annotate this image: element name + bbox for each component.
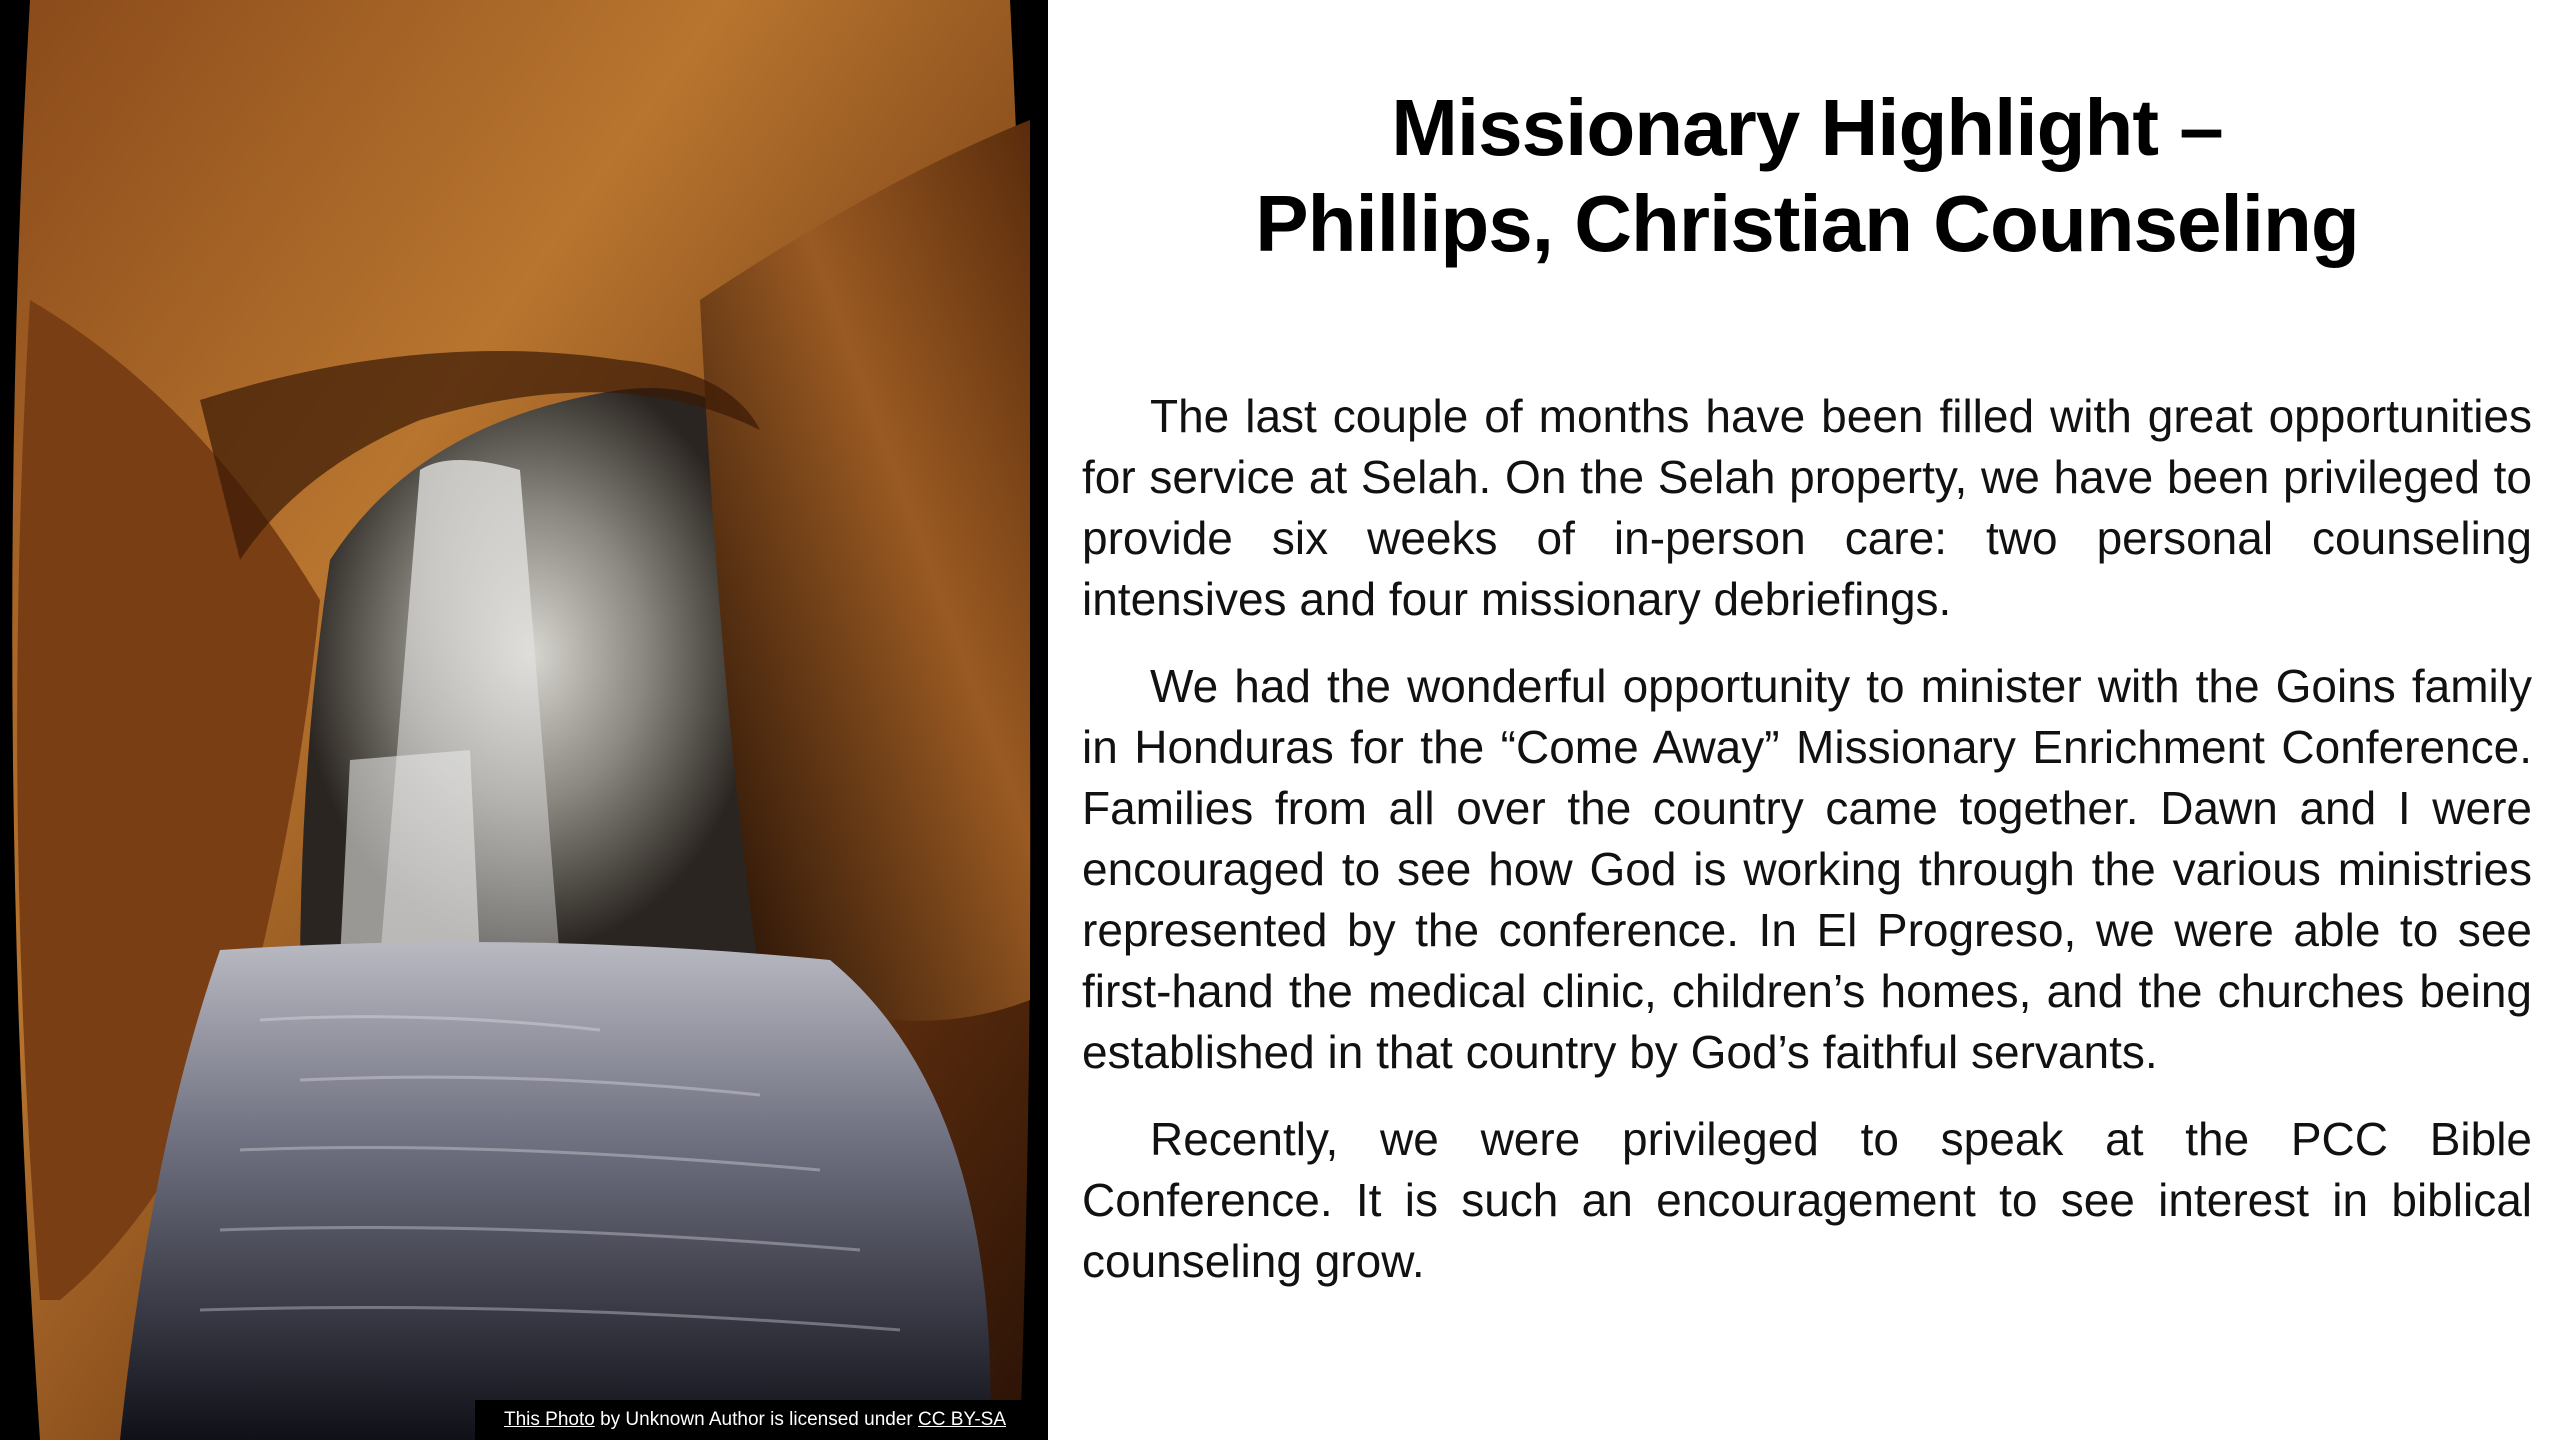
title-line-2: Phillips, Christian Counseling: [1255, 179, 2359, 268]
photo-credit-text: by Unknown Author is licensed under: [594, 1409, 918, 1430]
paragraph-honduras-conference: We had the wonderful opportunity to minister with the Goins family in Honduras for the “Come Away” Missionary Enrichment Conference. Families from all over the country came together. Dawn and I were encouraged to see how God is working through the various ministries represented by the conference. In El Progreso, we were able to see first-hand the medical clinic, children’s homes, and the churches being established in that country by God’s faithful servants.: [1082, 660, 2532, 1078]
page-title: [1082, 80, 2532, 272]
title-line-1: Missionary Highlight –: [1391, 83, 2223, 172]
photo-credit-link[interactable]: This Photo: [503, 1409, 595, 1430]
article: [1082, 60, 2532, 1292]
photo-credit: [475, 1400, 1035, 1440]
paragraph-pcc-bible-conference: Recently, we were privileged to speak at the PCC Bible Conference. It is such an encouragement to see interest in biblical counseling grow.: [1082, 1113, 2532, 1287]
cave-waterfall-photo: [0, 0, 1048, 1440]
license-link[interactable]: CC BY-SA: [918, 1409, 1006, 1430]
cave-waterfall-image: [0, 0, 1048, 1440]
paragraph-service-at-selah: The last couple of months have been filled with great opportunities for service at Selah. On the Selah property, we have been privileged to provide six weeks of in-person care: two personal counseling intensives and four missionary debriefings.: [1082, 390, 2532, 625]
